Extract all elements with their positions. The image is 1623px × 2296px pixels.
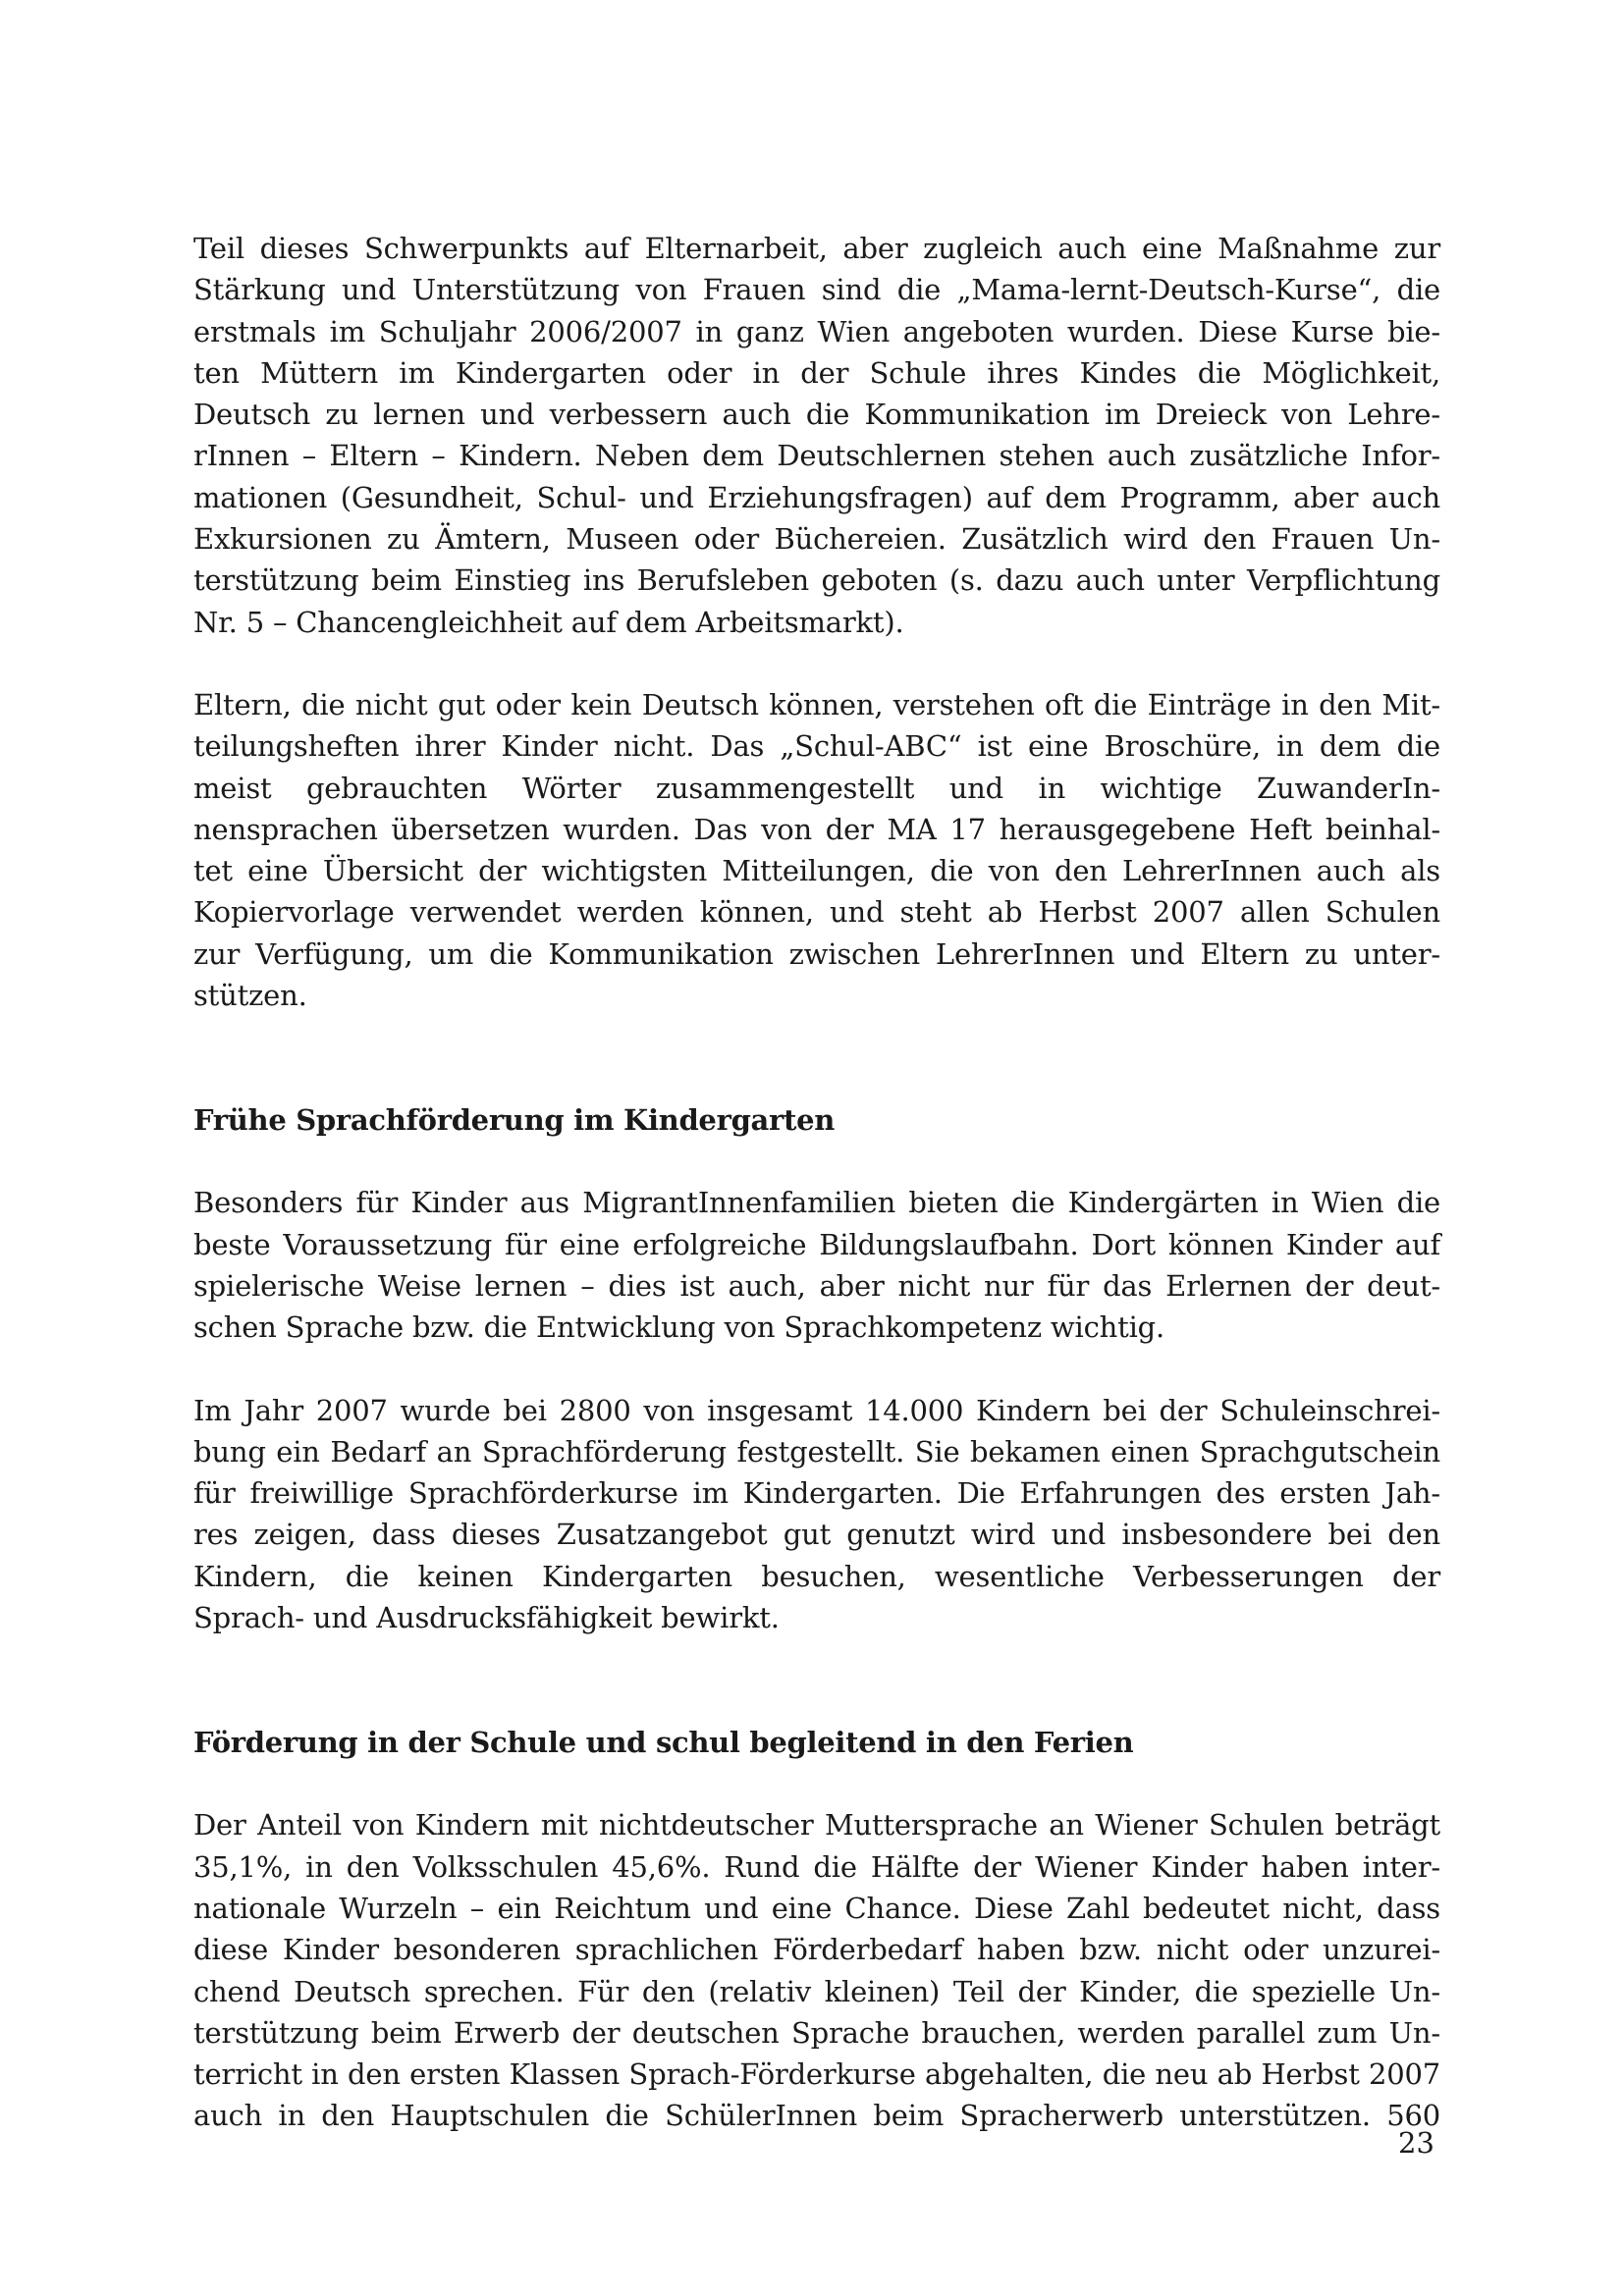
text-line: nensprachen übersetzen wurden. Das von der MA 17 herausgegebene Heft beinhal- [193, 812, 1440, 846]
text-line: Der Anteil von Kindern mit nichtdeutscher Muttersprache an Wiener Schulen beträgt [193, 1808, 1440, 1842]
text-line: Kopiervorlage verwendet werden können, und steht ab Herbst 2007 allen Schulen [193, 895, 1440, 930]
text-line: mationen (Gesundheit, Schul- und Erziehungsfragen) auf dem Programm, aber auch [193, 480, 1440, 514]
text-line: teilungsheften ihrer Kinder nicht. Das „Schul-ABC“ ist eine Broschüre, in dem die [193, 729, 1440, 764]
text-line: ten Müttern im Kindergarten oder in der Schule ihres Kindes die Möglichkeit, [193, 355, 1440, 390]
text-line: Im Jahr 2007 wurde bei 2800 von insgesamt 14.000 Kindern bei der Schuleinschrei- [193, 1393, 1440, 1427]
text-line: zur Verfügung, um die Kommunikation zwischen LehrerInnen und Eltern zu unter- [193, 936, 1440, 971]
text-line: Deutsch zu lernen und verbessern auch die Kommunikation im Dreieck von Lehre- [193, 398, 1440, 432]
text-line: beste Voraussetzung für eine erfolgreiche Bildungslaufbahn. Dort können Kinder auf [193, 1227, 1440, 1261]
paragraph-mama-lernt-deutsch [193, 228, 1440, 643]
paragraph-schule-foerderung [193, 1804, 1440, 2136]
text-line: erstmals im Schuljahr 2006/2007 in ganz Wien angeboten wurden. Diese Kurse bie- [193, 314, 1440, 348]
text-line: Teil dieses Schwerpunkts auf Elternarbeit, aber zugleich auch eine Maßnahme zur [193, 232, 1440, 265]
text-line: terstützung beim Einstieg ins Berufsleben geboten (s. dazu auch unter Verpflichtung [193, 563, 1440, 598]
paragraph-gap [193, 1349, 1440, 1390]
section-heading-schule: Förderung in der Schule und schul begleitend in den Ferien [193, 1726, 1134, 1760]
text-line: für freiwillige Sprachförderkurse im Kindergarten. Die Erfahrungen des ersten Jah- [193, 1476, 1440, 1511]
text-line: Eltern, die nicht gut oder kein Deutsch können, verstehen oft die Einträge in den Mit- [193, 687, 1440, 721]
paragraph-kindergarten-intro [193, 1182, 1440, 1348]
text-line: Kindern, die keinen Kindergarten besuchen, wesentliche Verbesserungen der [193, 1559, 1440, 1593]
paragraph-gap [193, 1763, 1440, 1804]
paragraph-gap [193, 1141, 1440, 1182]
text-line: Exkursionen zu Ämtern, Museen oder Büchereien. Zusätzlich wird den Frauen Un- [193, 522, 1440, 557]
text-line: auch in den Hauptschulen die SchülerInnen beim Spracherwerb unterstützen. 560 [193, 2099, 1440, 2133]
text-line: Nr. 5 – Chancengleichheit auf dem Arbeitsmarkt). [193, 605, 904, 639]
text-line: terricht in den ersten Klassen Sprach-Förderkurse abgehalten, die neu ab Herbst 2007 [193, 2057, 1440, 2092]
section-gap [193, 1638, 1440, 1722]
paragraph-schul-abc [193, 684, 1440, 1016]
text-line: terstützung beim Erwerb der deutschen Sprache brauchen, werden parallel zum Un- [193, 2015, 1440, 2050]
text-line: meist gebrauchten Wörter zusammengestellt und in wichtige ZuwanderIn- [193, 771, 1440, 805]
text-line: 35,1%, in den Volksschulen 45,6%. Rund die Hälfte der Wiener Kinder haben inter- [193, 1849, 1440, 1884]
text-line: Besonders für Kinder aus MigrantInnenfamilien bieten die Kindergärten in Wien die [193, 1186, 1440, 1220]
text-line: schen Sprache bzw. die Entwicklung von Sprachkompetenz wichtig. [193, 1310, 1165, 1345]
text-line: Sprach- und Ausdrucksfähigkeit bewirkt. [193, 1601, 780, 1635]
text-line: spielerische Weise lernen – dies ist auch, aber nicht nur für das Erlernen der deut- [193, 1268, 1440, 1303]
page-content [193, 228, 1440, 2137]
text-line: diese Kinder besonderen sprachlichen Förderbedarf haben bzw. nicht oder unzurei- [193, 1933, 1440, 1967]
section-heading-kindergarten: Frühe Sprachförderung im Kindergarten [193, 1103, 836, 1138]
text-line: Stärkung und Unterstützung von Frauen sind die „Mama-lernt-Deutsch-Kurse“, die [193, 273, 1440, 307]
paragraph-sprachfoerderung-2007 [193, 1390, 1440, 1639]
text-line: bung ein Bedarf an Sprachförderung festgestellt. Sie bekamen einen Sprachgutschein [193, 1434, 1440, 1468]
text-line: stützen. [193, 979, 307, 1013]
text-line: nationale Wurzeln – ein Reichtum und eine Chance. Diese Zahl bedeutet nicht, dass [193, 1891, 1440, 1925]
page-number: 23 [1398, 2126, 1434, 2160]
text-line: res zeigen, dass dieses Zusatzangebot gut genutzt wird und insbesondere bei den [193, 1518, 1440, 1552]
text-line: rInnen – Eltern – Kindern. Neben dem Deutschlernen stehen auch zusätzliche Infor- [193, 439, 1440, 473]
text-line: tet eine Übersicht der wichtigsten Mitteilungen, die von den LehrerInnen auch als [193, 854, 1440, 888]
section-gap [193, 1016, 1440, 1099]
paragraph-gap [193, 643, 1440, 684]
text-line: chend Deutsch sprechen. Für den (relativ kleinen) Teil der Kinder, die spezielle Un- [193, 1974, 1440, 2008]
